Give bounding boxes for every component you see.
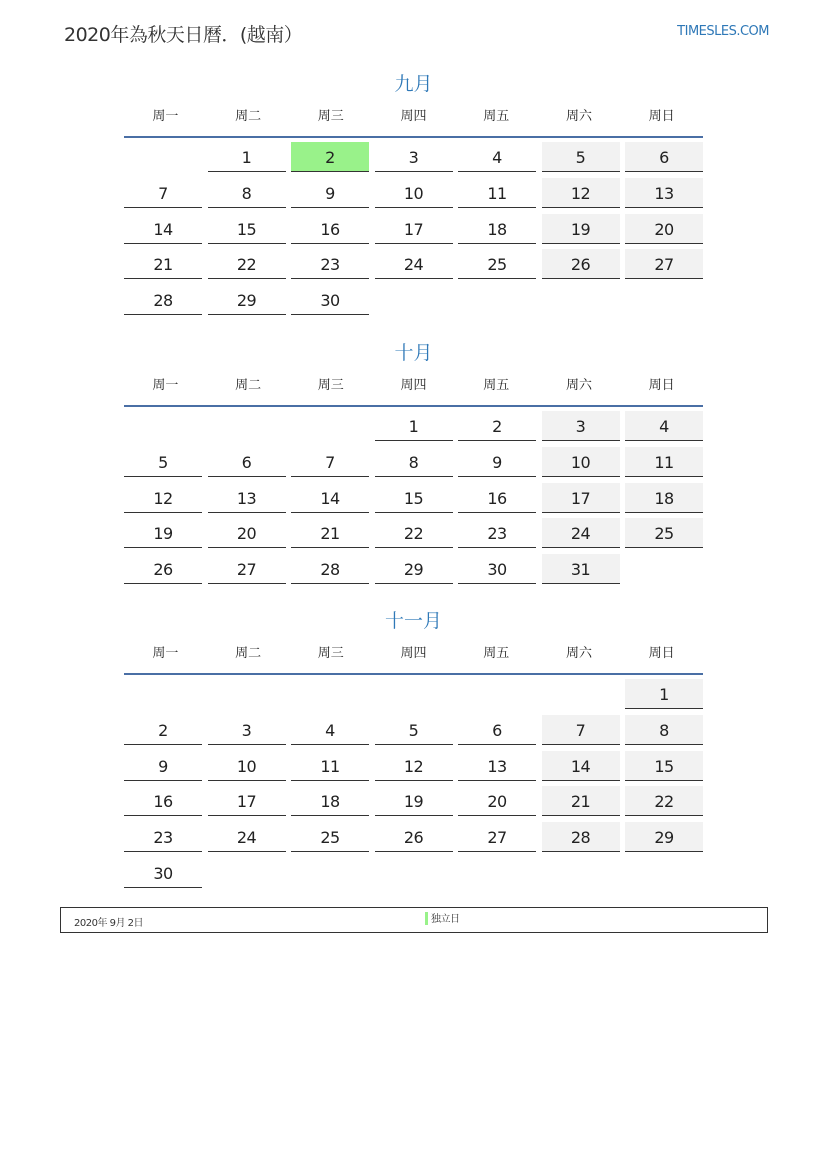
weekday-label: 周五 xyxy=(483,109,510,124)
day-cell[interactable]: 16 xyxy=(124,786,202,816)
day-cell[interactable]: 28 xyxy=(124,285,202,315)
empty-day-cell xyxy=(375,858,453,888)
day-cell[interactable]: 30 xyxy=(124,858,202,888)
holiday-footer xyxy=(60,907,768,933)
day-cell[interactable]: 13 xyxy=(208,483,286,513)
day-cell[interactable]: 12 xyxy=(542,178,620,208)
day-cell[interactable]: 22 xyxy=(625,786,703,816)
empty-day-cell xyxy=(625,285,703,315)
empty-day-cell xyxy=(375,285,453,315)
month-november xyxy=(124,607,703,894)
day-cell[interactable]: 16 xyxy=(291,214,369,244)
week-row xyxy=(124,786,703,822)
day-cell[interactable]: 6 xyxy=(625,142,703,172)
site-link[interactable]: TIMESLES.COM xyxy=(677,24,769,39)
weekday-header-row xyxy=(124,98,703,138)
month-october xyxy=(124,339,703,590)
day-cell[interactable]: 8 xyxy=(625,715,703,745)
week-row xyxy=(124,858,703,894)
empty-day-cell xyxy=(124,679,202,709)
day-cell[interactable]: 19 xyxy=(542,214,620,244)
day-cell[interactable]: 27 xyxy=(208,554,286,584)
day-cell[interactable]: 26 xyxy=(375,822,453,852)
week-row xyxy=(124,483,703,519)
day-cell[interactable]: 11 xyxy=(458,178,536,208)
day-cell[interactable]: 15 xyxy=(625,751,703,781)
day-cell[interactable]: 15 xyxy=(375,483,453,513)
weekday-label: 周二 xyxy=(235,378,262,393)
day-cell[interactable]: 17 xyxy=(208,786,286,816)
day-cell[interactable]: 14 xyxy=(124,214,202,244)
week-row xyxy=(124,751,703,787)
empty-day-cell xyxy=(208,679,286,709)
day-cell[interactable]: 30 xyxy=(291,285,369,315)
weekday-header-row xyxy=(124,367,703,407)
empty-day-cell xyxy=(124,142,202,172)
day-cell[interactable]: 5 xyxy=(542,142,620,172)
day-cell[interactable]: 2 xyxy=(124,715,202,745)
day-cell[interactable]: 10 xyxy=(542,447,620,477)
day-cell[interactable]: 20 xyxy=(625,214,703,244)
day-cell[interactable]: 14 xyxy=(291,483,369,513)
weekday-label: 周一 xyxy=(152,646,179,661)
weekday-label: 周三 xyxy=(317,378,344,393)
day-cell[interactable]: 19 xyxy=(124,518,202,548)
day-cell[interactable]: 4 xyxy=(458,142,536,172)
day-cell[interactable]: 27 xyxy=(625,249,703,279)
day-cell[interactable]: 5 xyxy=(124,447,202,477)
holiday-name: 独立日 xyxy=(431,914,460,925)
day-cell[interactable]: 2 xyxy=(291,142,369,172)
month-title: 九月 xyxy=(394,73,433,95)
day-cell[interactable]: 3 xyxy=(375,142,453,172)
day-cell[interactable]: 18 xyxy=(458,214,536,244)
day-cell[interactable]: 22 xyxy=(375,518,453,548)
weekday-header-row xyxy=(124,635,703,675)
empty-day-cell xyxy=(458,285,536,315)
week-row xyxy=(124,679,703,715)
day-cell[interactable]: 17 xyxy=(542,483,620,513)
empty-day-cell xyxy=(124,411,202,441)
day-cell[interactable]: 9 xyxy=(291,178,369,208)
day-cell[interactable]: 20 xyxy=(208,518,286,548)
empty-day-cell xyxy=(458,679,536,709)
day-cell[interactable]: 19 xyxy=(375,786,453,816)
weekday-label: 周二 xyxy=(235,109,262,124)
day-cell[interactable]: 8 xyxy=(208,178,286,208)
holiday-date: 2020年 9月 2日 xyxy=(74,918,144,929)
week-row xyxy=(124,178,703,214)
weekday-label: 周四 xyxy=(400,378,427,393)
day-cell[interactable]: 1 xyxy=(208,142,286,172)
day-cell[interactable]: 21 xyxy=(291,518,369,548)
day-cell[interactable]: 31 xyxy=(542,554,620,584)
day-cell[interactable]: 24 xyxy=(375,249,453,279)
day-cell[interactable]: 30 xyxy=(458,554,536,584)
day-cell[interactable]: 5 xyxy=(375,715,453,745)
day-cell[interactable]: 18 xyxy=(291,786,369,816)
weekday-label: 周五 xyxy=(483,646,510,661)
day-cell[interactable]: 7 xyxy=(542,715,620,745)
day-cell[interactable]: 17 xyxy=(375,214,453,244)
empty-day-cell xyxy=(542,679,620,709)
day-cell[interactable]: 21 xyxy=(542,786,620,816)
empty-day-cell xyxy=(291,679,369,709)
weekday-label: 周三 xyxy=(317,646,344,661)
day-cell[interactable]: 29 xyxy=(375,554,453,584)
weekday-label: 周六 xyxy=(565,646,592,661)
empty-day-cell xyxy=(542,858,620,888)
day-cell[interactable]: 25 xyxy=(291,822,369,852)
day-cell[interactable]: 21 xyxy=(124,249,202,279)
day-cell[interactable]: 8 xyxy=(375,447,453,477)
day-cell[interactable]: 26 xyxy=(124,554,202,584)
weekday-label: 周日 xyxy=(648,378,675,393)
day-cell[interactable]: 3 xyxy=(208,715,286,745)
day-cell[interactable]: 13 xyxy=(458,751,536,781)
month-title: 十一月 xyxy=(384,610,442,632)
day-cell[interactable]: 26 xyxy=(542,249,620,279)
day-cell[interactable]: 2 xyxy=(458,411,536,441)
weekday-label: 周四 xyxy=(400,109,427,124)
week-row xyxy=(124,554,703,590)
day-cell[interactable]: 24 xyxy=(542,518,620,548)
day-cell[interactable]: 7 xyxy=(124,178,202,208)
day-cell[interactable]: 23 xyxy=(124,822,202,852)
day-cell[interactable]: 1 xyxy=(625,679,703,709)
weeks-grid xyxy=(124,138,703,321)
holiday-marker-icon xyxy=(425,912,428,925)
week-row xyxy=(124,822,703,858)
empty-day-cell xyxy=(458,858,536,888)
weekday-label: 周一 xyxy=(152,109,179,124)
day-cell[interactable]: 14 xyxy=(542,751,620,781)
day-cell[interactable]: 22 xyxy=(208,249,286,279)
week-row xyxy=(124,715,703,751)
month-september xyxy=(124,70,703,321)
week-row xyxy=(124,142,703,178)
week-row xyxy=(124,518,703,554)
day-cell[interactable]: 15 xyxy=(208,214,286,244)
day-cell[interactable]: 28 xyxy=(291,554,369,584)
empty-day-cell xyxy=(625,554,703,584)
day-cell[interactable]: 24 xyxy=(208,822,286,852)
day-cell[interactable]: 27 xyxy=(458,822,536,852)
day-cell[interactable]: 16 xyxy=(458,483,536,513)
day-cell[interactable]: 3 xyxy=(542,411,620,441)
day-cell[interactable]: 28 xyxy=(542,822,620,852)
day-cell[interactable]: 23 xyxy=(291,249,369,279)
weekday-label: 周五 xyxy=(483,378,510,393)
weekday-label: 周二 xyxy=(235,646,262,661)
day-cell[interactable]: 10 xyxy=(208,751,286,781)
empty-day-cell xyxy=(375,679,453,709)
day-cell[interactable]: 29 xyxy=(208,285,286,315)
month-title: 十月 xyxy=(394,342,433,364)
day-cell[interactable]: 4 xyxy=(291,715,369,745)
weekday-label: 周三 xyxy=(317,109,344,124)
weeks-grid xyxy=(124,675,703,894)
empty-day-cell xyxy=(291,411,369,441)
empty-day-cell xyxy=(291,858,369,888)
day-cell[interactable]: 4 xyxy=(625,411,703,441)
week-row xyxy=(124,285,703,321)
weekday-label: 周六 xyxy=(565,109,592,124)
day-cell[interactable]: 20 xyxy=(458,786,536,816)
day-cell[interactable]: 25 xyxy=(458,249,536,279)
week-row xyxy=(124,214,703,250)
week-row xyxy=(124,249,703,285)
day-cell[interactable]: 29 xyxy=(625,822,703,852)
day-cell[interactable]: 18 xyxy=(625,483,703,513)
weeks-grid xyxy=(124,407,703,590)
day-cell[interactable]: 25 xyxy=(625,518,703,548)
day-cell[interactable]: 1 xyxy=(375,411,453,441)
day-cell[interactable]: 13 xyxy=(625,178,703,208)
day-cell[interactable]: 12 xyxy=(124,483,202,513)
week-row xyxy=(124,447,703,483)
day-cell[interactable]: 10 xyxy=(375,178,453,208)
day-cell[interactable]: 7 xyxy=(291,447,369,477)
weekday-label: 周六 xyxy=(565,378,592,393)
day-cell[interactable]: 11 xyxy=(625,447,703,477)
day-cell[interactable]: 23 xyxy=(458,518,536,548)
day-cell[interactable]: 6 xyxy=(458,715,536,745)
empty-day-cell xyxy=(625,858,703,888)
day-cell[interactable]: 11 xyxy=(291,751,369,781)
empty-day-cell xyxy=(542,285,620,315)
page-title: 2020年為秋天日曆．(越南） xyxy=(64,24,303,46)
day-cell[interactable]: 9 xyxy=(124,751,202,781)
day-cell[interactable]: 12 xyxy=(375,751,453,781)
weekday-label: 周日 xyxy=(648,109,675,124)
day-cell[interactable]: 6 xyxy=(208,447,286,477)
empty-day-cell xyxy=(208,858,286,888)
weekday-label: 周四 xyxy=(400,646,427,661)
day-cell[interactable]: 9 xyxy=(458,447,536,477)
weekday-label: 周一 xyxy=(152,378,179,393)
empty-day-cell xyxy=(208,411,286,441)
weekday-label: 周日 xyxy=(648,646,675,661)
holiday-event xyxy=(425,911,460,928)
week-row xyxy=(124,411,703,447)
